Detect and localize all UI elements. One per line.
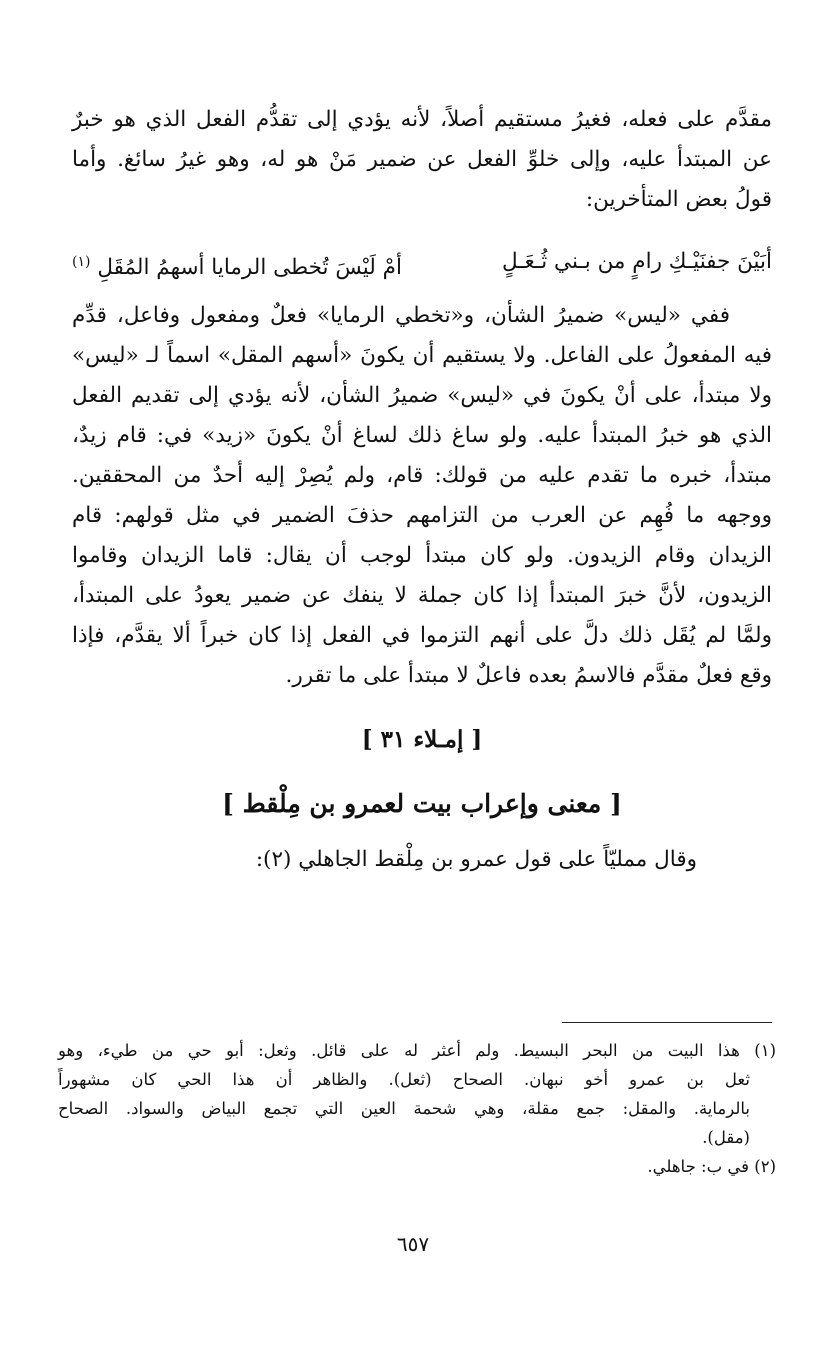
footnote-2: (٢) في ب: جاهلي. [647, 1157, 776, 1176]
text-line: قولُ بعض المتأخرين: [585, 187, 772, 212]
text-line: الزيدون، لأنَّ خبرَ المبتدأ إذا كان جملة لا ينفك عن ضمير يعودُ على المبتدأ، [72, 583, 772, 609]
footnote-marker-1: (١) [72, 254, 91, 270]
text-line: ولمَّا لم يُقَل ذلك دلَّ على أنهم التزموا في الفعل إذا كان خبراً ألا يقدَّم، فإذا [72, 623, 772, 649]
footnotes [58, 1036, 776, 1181]
footnote-line: بالرماية. والمقل: جمع مقلة، وهي شحمة العين التي تجمع البياض والسواد. الصحاح [58, 1099, 750, 1118]
text-line: الزيدان وقام الزيدون. ولو كان مبتدأ لوجب أن يقال: قاما الزيدان وقاموا [72, 543, 772, 569]
text-line: الذي هو خبرُ المبتدأ عليه. ولو ساغ ذلك لساغ أنْ يكونَ «زيد» في: قام زيدٌ، [72, 423, 772, 449]
text-line: فيه المفعولُ على الفاعل. ولا يستقيم أن يكونَ «أسهم المقل» اسماً لـ «ليس» [72, 343, 772, 369]
section-heading-imla: [ إمـلاء ٣١ ] [361, 726, 483, 754]
verse-second-text: أمْ لَيْسَ تُخطى الرمايا أسهمُ المُقَلِ [97, 255, 402, 281]
intro-line: وقال ممليّاً على قول عمرو بن مِلْقط الجاهلي (٢): [255, 847, 697, 873]
verse-first-hemistich [502, 242, 772, 288]
paragraph-1 [72, 100, 772, 220]
verse-second-hemistich [72, 242, 402, 288]
text-line: مقدَّم على فعله، فغيرُ مستقيم أصلاً، لأنه يؤدي إلى تقدُّم الفعل الذي هو خبرٌ [72, 107, 772, 132]
paragraph-2 [72, 296, 772, 696]
section-title: [ معنى وإعراب بيت لعمرو بن مِلْقط ] [222, 789, 622, 819]
footnote-divider [562, 1022, 772, 1023]
text-line: عن المبتدأ عليه، وإلى خلوِّ الفعل عن ضمير مَنْ هو له، وهو غيرُ سائغ. وأما [72, 147, 772, 172]
text-line: ووجهه ما فُهِم عن العرب من التزامهم حذفَ الضمير في مثل قولهم: قام [72, 503, 772, 529]
text-line: وقع فعلٌ مقدَّم فالاسمُ بعده فاعلٌ لا مبتدأ على ما تقرر. [285, 663, 772, 689]
text-line: مبتدأ، خبره ما تقدم عليه من قولك: قام، ولم يُصِرْ إليه أحدٌ من المحققين. [72, 463, 772, 489]
text-line: ولا مبتدأ، على أنْ يكونَ في «ليس» ضميرُ الشأن، لأنه يؤدي إلى تقديم الفعل [72, 383, 772, 409]
text-line: ففي «ليس» ضميرُ الشأن، و«تخطي الرمايا» فعلٌ ومفعول وفاعل، قدِّم [72, 303, 730, 329]
page-body [72, 100, 772, 880]
page-number: ٦٥٧ [396, 1232, 430, 1256]
footnote-line: (مقل). [702, 1128, 750, 1147]
footnote-line: (١) هذا البيت من البحر البسيط. ولم أعثر له على قائل. وثعل: أبو حي من طيء، وهو [58, 1041, 776, 1060]
footnote-line: ثعل بن عمرو أخو نبهان. الصحاح (ثعل). والظاهر أن هذا الحي كان مشهوراً [58, 1070, 750, 1089]
verse-first-text: أبَيْنَ جفنَيْـكِ رامٍ من بـني ثُـعَـلٍ [501, 249, 772, 274]
poetry-verse [72, 242, 772, 288]
